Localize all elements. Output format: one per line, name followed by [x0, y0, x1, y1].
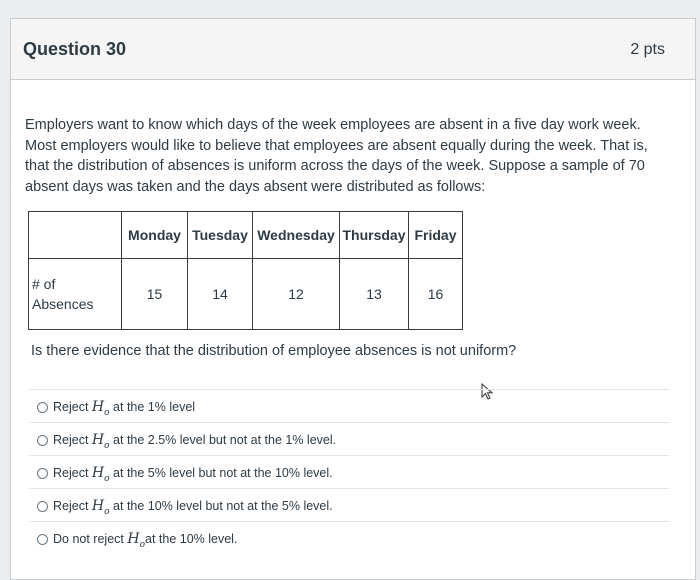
answer-option[interactable] [29, 389, 669, 423]
answer-option[interactable] [29, 521, 669, 555]
table-row-label [29, 259, 122, 330]
answer-option[interactable] [29, 488, 669, 522]
answer-label [53, 465, 333, 484]
answer-label [53, 531, 237, 550]
symbol-subscript: o [104, 506, 110, 517]
symbol-subscript: o [139, 539, 145, 550]
absences-table [28, 211, 463, 330]
symbol-letter: H [127, 531, 140, 547]
question-prompt: Is there evidence that the distribution of employee absences is not uniform? [31, 343, 517, 359]
row-label-line2: Absences [32, 296, 94, 312]
table-header-cell: Thursday [340, 212, 409, 259]
question-header [11, 19, 695, 80]
table-cell: 12 [253, 259, 340, 330]
radio-button[interactable] [37, 435, 48, 446]
table-header-cell: Monday [122, 212, 188, 259]
answer-option[interactable] [29, 455, 669, 489]
answer-text-before: Reject [53, 499, 89, 513]
table-header-cell: Wednesday [253, 212, 340, 259]
answer-text-after: at the 10% level but not at the 5% level. [113, 499, 333, 513]
symbol-letter: H [91, 498, 105, 514]
table-header-cell [29, 212, 122, 259]
answer-text-before: Reject [53, 466, 89, 480]
answer-text-before: Reject [53, 400, 89, 414]
table-cell: 14 [188, 259, 253, 330]
answer-text-after: at the 5% level but not at the 10% level. [113, 466, 333, 480]
hypothesis-symbol [91, 399, 110, 418]
question-title: Question 30 [23, 39, 127, 59]
symbol-letter: H [91, 465, 105, 481]
symbol-subscript: o [104, 407, 110, 418]
question-points: 2 pts [630, 41, 665, 58]
symbol-letter: H [91, 399, 105, 415]
answer-label [53, 399, 195, 418]
answer-text-after: at the 2.5% level but not at the 1% level. [113, 433, 337, 447]
table-header-row [29, 212, 463, 259]
hypothesis-symbol [91, 465, 110, 484]
question-stem: Employers want to know which days of the week employees are absent in a five day work week. Most employers would like to believe that employees are absent equally during the week. That is, that the distribution of absences is uniform across the days of the week. Suppose a sample of 70 absent days was taken and the days absent were distributed as follows: [25, 117, 648, 195]
symbol-letter: H [91, 432, 105, 448]
symbol-subscript: o [104, 473, 110, 484]
table-cell: 16 [409, 259, 463, 330]
hypothesis-symbol [127, 531, 145, 550]
question-card [10, 18, 696, 580]
answer-option[interactable] [29, 422, 669, 456]
radio-button[interactable] [37, 501, 48, 512]
hypothesis-symbol [91, 498, 110, 517]
table-cell: 13 [340, 259, 409, 330]
hypothesis-symbol [91, 432, 110, 451]
radio-button[interactable] [37, 402, 48, 413]
answer-text-before: Do not reject [53, 532, 124, 546]
table-row [29, 259, 463, 330]
table-cell: 15 [122, 259, 188, 330]
answer-label [53, 498, 333, 517]
table-header-cell: Friday [409, 212, 463, 259]
answer-text-before: Reject [53, 433, 89, 447]
symbol-subscript: o [104, 440, 110, 451]
answer-text-after: at the 1% level [113, 400, 196, 414]
row-label-line1: # of [32, 276, 56, 292]
answer-label [53, 432, 336, 451]
table-header-cell: Tuesday [188, 212, 253, 259]
radio-button[interactable] [37, 534, 48, 545]
radio-button[interactable] [37, 468, 48, 479]
answer-text-after: at the 10% level. [145, 532, 238, 546]
